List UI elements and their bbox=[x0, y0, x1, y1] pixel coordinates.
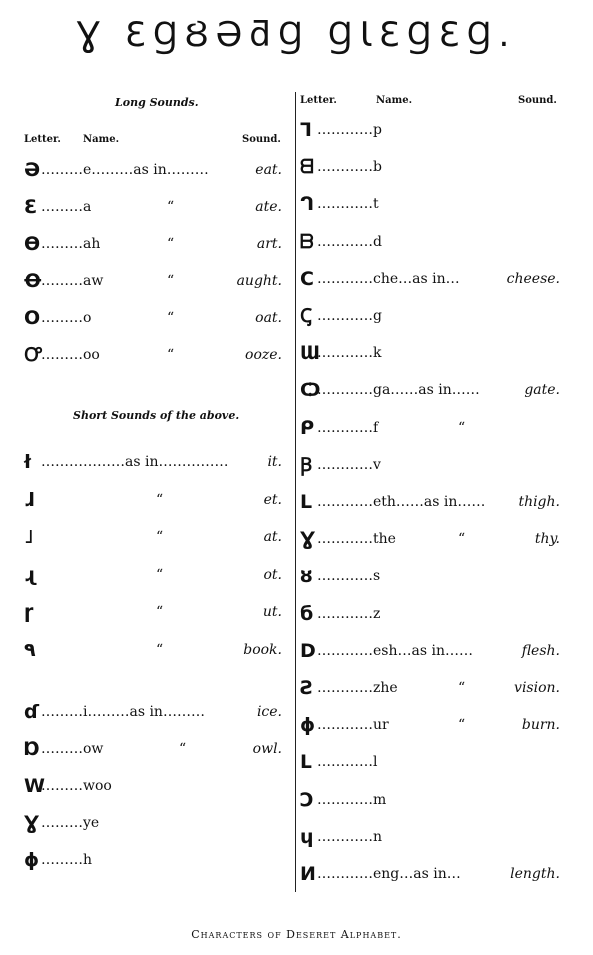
long-sound-row bbox=[24, 194, 282, 220]
deseret-letter: O bbox=[24, 307, 41, 329]
letter-name: …………l bbox=[317, 754, 378, 771]
long-sounds-heading: Long Sounds. bbox=[115, 96, 199, 109]
deseret-letter: ٩ bbox=[24, 638, 36, 661]
consonant-row bbox=[300, 563, 560, 589]
short-sound-row bbox=[24, 449, 282, 475]
letter-name: …………z bbox=[317, 605, 381, 622]
example-word: vision. bbox=[514, 680, 560, 696]
deseret-letter: ɼ bbox=[24, 601, 34, 623]
example-word: book. bbox=[243, 641, 282, 658]
letter-name: ………h bbox=[41, 852, 93, 868]
ditto-mark: “ bbox=[156, 491, 164, 508]
short-sound-row bbox=[24, 562, 282, 588]
letter-name: …………d bbox=[317, 233, 382, 250]
consonant-row bbox=[300, 452, 560, 478]
letter-name: ………ah bbox=[41, 236, 101, 252]
deseret-letter: ȣ bbox=[300, 565, 313, 588]
letter-name: ………o bbox=[41, 310, 92, 326]
consonant-row bbox=[300, 415, 560, 441]
deseret-letter: Ѻ bbox=[300, 379, 321, 402]
diphthong-row bbox=[24, 847, 282, 873]
left-header-letter: Letter. bbox=[24, 134, 61, 145]
letter-name: ………ow bbox=[41, 741, 104, 757]
deseret-letter: ᑭ bbox=[300, 416, 315, 439]
deseret-letter: ᗷ bbox=[300, 230, 314, 253]
consonant-row bbox=[300, 377, 560, 403]
diphthong-row bbox=[24, 736, 282, 762]
deseret-letter: Ɣ bbox=[300, 528, 316, 551]
consonant-row bbox=[300, 638, 560, 664]
deseret-letter: б bbox=[300, 602, 314, 625]
ditto-mark: “ bbox=[179, 741, 187, 757]
diphthong-row bbox=[24, 773, 282, 799]
short-sound-row bbox=[24, 599, 282, 625]
letter-name: …………m bbox=[317, 791, 387, 808]
deseret-letter: ᗺ bbox=[300, 156, 314, 179]
deseret-letter: И bbox=[300, 863, 316, 885]
long-sound-row bbox=[24, 231, 282, 257]
ditto-mark: “ bbox=[167, 273, 175, 289]
letter-name: ………i………as in……… bbox=[41, 704, 205, 720]
consonant-row bbox=[300, 675, 560, 701]
ditto-mark: “ bbox=[167, 347, 175, 363]
ditto-mark: “ bbox=[458, 419, 466, 436]
page-title: Ɣ ƐꞬȢƏƌꞬ ꞬƖƐꞬƐꞬ. bbox=[76, 15, 517, 55]
short-sound-row bbox=[24, 524, 282, 550]
letter-name: …………che…as in… bbox=[317, 270, 460, 287]
letter-name: ………a bbox=[41, 199, 92, 215]
deseret-letter: ł bbox=[24, 451, 32, 473]
deseret-letter: L bbox=[300, 491, 313, 513]
consonant-row bbox=[300, 154, 560, 180]
letter-name: …………the bbox=[317, 531, 396, 548]
example-word: thigh. bbox=[518, 494, 560, 510]
deseret-letter: Ꞵ bbox=[300, 453, 313, 476]
long-sound-row bbox=[24, 268, 282, 294]
deseret-letter: C bbox=[300, 267, 314, 290]
ditto-mark: “ bbox=[156, 529, 164, 545]
consonant-row bbox=[300, 191, 560, 217]
letter-name: ………………as in…………… bbox=[41, 454, 229, 470]
deseret-letter: ɥ bbox=[300, 825, 314, 848]
letter-name: …………p bbox=[317, 122, 382, 138]
consonant-row bbox=[300, 229, 560, 255]
letter-name: …………b bbox=[317, 159, 382, 176]
deseret-letter: Ꝋ bbox=[24, 270, 42, 292]
left-header-name: Name. bbox=[83, 134, 120, 145]
example-word: art. bbox=[256, 236, 282, 252]
ditto-mark: “ bbox=[156, 566, 164, 583]
deseret-letter: Ꞔ bbox=[300, 305, 313, 327]
example-word: flesh. bbox=[521, 642, 560, 659]
short-sound-row bbox=[24, 487, 282, 513]
ditto-mark: “ bbox=[167, 199, 175, 215]
consonant-row bbox=[300, 117, 560, 143]
short-sounds-heading: Short Sounds of the above. bbox=[73, 409, 240, 422]
diphthong-row bbox=[24, 810, 282, 836]
example-word: thy. bbox=[534, 531, 560, 548]
example-word: length. bbox=[510, 866, 560, 882]
deseret-letter: Ɵ bbox=[24, 233, 41, 255]
diphthong-row bbox=[24, 699, 282, 725]
letter-name: …………k bbox=[317, 345, 382, 362]
ditto-mark: “ bbox=[458, 717, 466, 734]
example-word: ate. bbox=[255, 199, 282, 215]
deseret-letter: Ɣ bbox=[24, 812, 40, 834]
example-word: it. bbox=[267, 454, 282, 470]
example-word: ice. bbox=[256, 704, 282, 720]
consonant-row bbox=[300, 266, 560, 292]
letter-name: …………s bbox=[317, 568, 381, 585]
right-header-name: Name. bbox=[376, 95, 413, 106]
consonant-row bbox=[300, 601, 560, 627]
letter-name: …………eng…as in… bbox=[317, 866, 461, 882]
example-word: eat. bbox=[255, 162, 282, 178]
example-word: ot. bbox=[263, 566, 282, 583]
letter-name: …………ga……as in…… bbox=[317, 382, 480, 399]
consonant-row bbox=[300, 824, 560, 850]
left-header-sound: Sound. bbox=[242, 134, 281, 145]
letter-name: …………esh…as in…… bbox=[317, 642, 473, 659]
deseret-letter: ˩ bbox=[24, 526, 34, 548]
example-word: owl. bbox=[252, 741, 282, 757]
ditto-mark: “ bbox=[156, 641, 164, 658]
letter-name: …………zhe bbox=[317, 680, 398, 696]
letter-name: ………e………as in……… bbox=[41, 162, 209, 178]
ditto-mark: “ bbox=[156, 604, 164, 620]
letter-name: …………g bbox=[317, 308, 382, 324]
example-word: aught. bbox=[236, 273, 282, 289]
deseret-letter: Ƨ bbox=[300, 677, 314, 699]
example-word: cheese. bbox=[506, 270, 560, 287]
example-word: oat. bbox=[255, 310, 282, 326]
ditto-mark: “ bbox=[458, 531, 466, 548]
ditto-mark: “ bbox=[167, 310, 175, 326]
consonant-row bbox=[300, 340, 560, 366]
example-word: at. bbox=[263, 529, 282, 545]
consonant-row bbox=[300, 303, 560, 329]
deseret-letter: D bbox=[300, 639, 316, 662]
right-header-sound: Sound. bbox=[518, 95, 557, 106]
long-sound-row bbox=[24, 342, 282, 368]
example-word: et. bbox=[263, 491, 282, 508]
deseret-letter: ᒣ bbox=[300, 119, 312, 141]
deseret-letter: ɗ bbox=[24, 701, 40, 723]
ditto-mark: “ bbox=[167, 236, 175, 252]
ditto-mark: “ bbox=[458, 680, 466, 696]
example-word: burn. bbox=[521, 717, 560, 734]
consonant-row bbox=[300, 861, 560, 887]
letter-name: ………ye bbox=[41, 815, 100, 831]
letter-name: ………oo bbox=[41, 347, 100, 363]
consonant-row bbox=[300, 489, 560, 515]
consonant-row bbox=[300, 526, 560, 552]
deseret-letter: ᒪ bbox=[300, 751, 312, 774]
letter-name: …………f bbox=[317, 419, 379, 436]
deseret-letter: Ͻ bbox=[300, 788, 314, 811]
letter-name: …………v bbox=[317, 456, 381, 473]
deseret-letter: ɸ bbox=[24, 849, 40, 871]
column-divider bbox=[295, 92, 296, 892]
right-header-letter: Letter. bbox=[300, 95, 337, 106]
deseret-letter: W bbox=[24, 775, 45, 797]
letter-name: …………n bbox=[317, 828, 383, 845]
consonant-row bbox=[300, 712, 560, 738]
deseret-letter: Ɒ bbox=[24, 738, 41, 760]
deseret-letter: ɸ bbox=[300, 714, 316, 737]
letter-name: …………ur bbox=[317, 717, 389, 734]
example-word: gate. bbox=[524, 382, 560, 399]
letter-name: ………woo bbox=[41, 778, 112, 794]
deseret-letter: ɺ bbox=[24, 488, 35, 511]
consonant-row bbox=[300, 749, 560, 775]
deseret-letter: Ɛ bbox=[24, 196, 38, 218]
short-sound-row bbox=[24, 637, 282, 663]
deseret-letter: ᒉ bbox=[300, 193, 315, 216]
letter-name: …………t bbox=[317, 196, 379, 213]
long-sound-row bbox=[24, 157, 282, 183]
deseret-letter: Ꝍ bbox=[24, 344, 42, 366]
example-word: ooze. bbox=[245, 347, 282, 363]
example-word: ut. bbox=[262, 604, 282, 620]
letter-name: …………eth……as in…… bbox=[317, 494, 486, 510]
deseret-letter: ɻ bbox=[24, 563, 37, 586]
letter-name: ………aw bbox=[41, 273, 104, 289]
figure-caption: Characters of Deseret Alphabet. bbox=[191, 928, 402, 941]
consonant-row bbox=[300, 787, 560, 813]
deseret-letter: Ɯ bbox=[300, 342, 320, 365]
long-sound-row bbox=[24, 305, 282, 331]
deseret-letter: Ə bbox=[24, 159, 41, 181]
